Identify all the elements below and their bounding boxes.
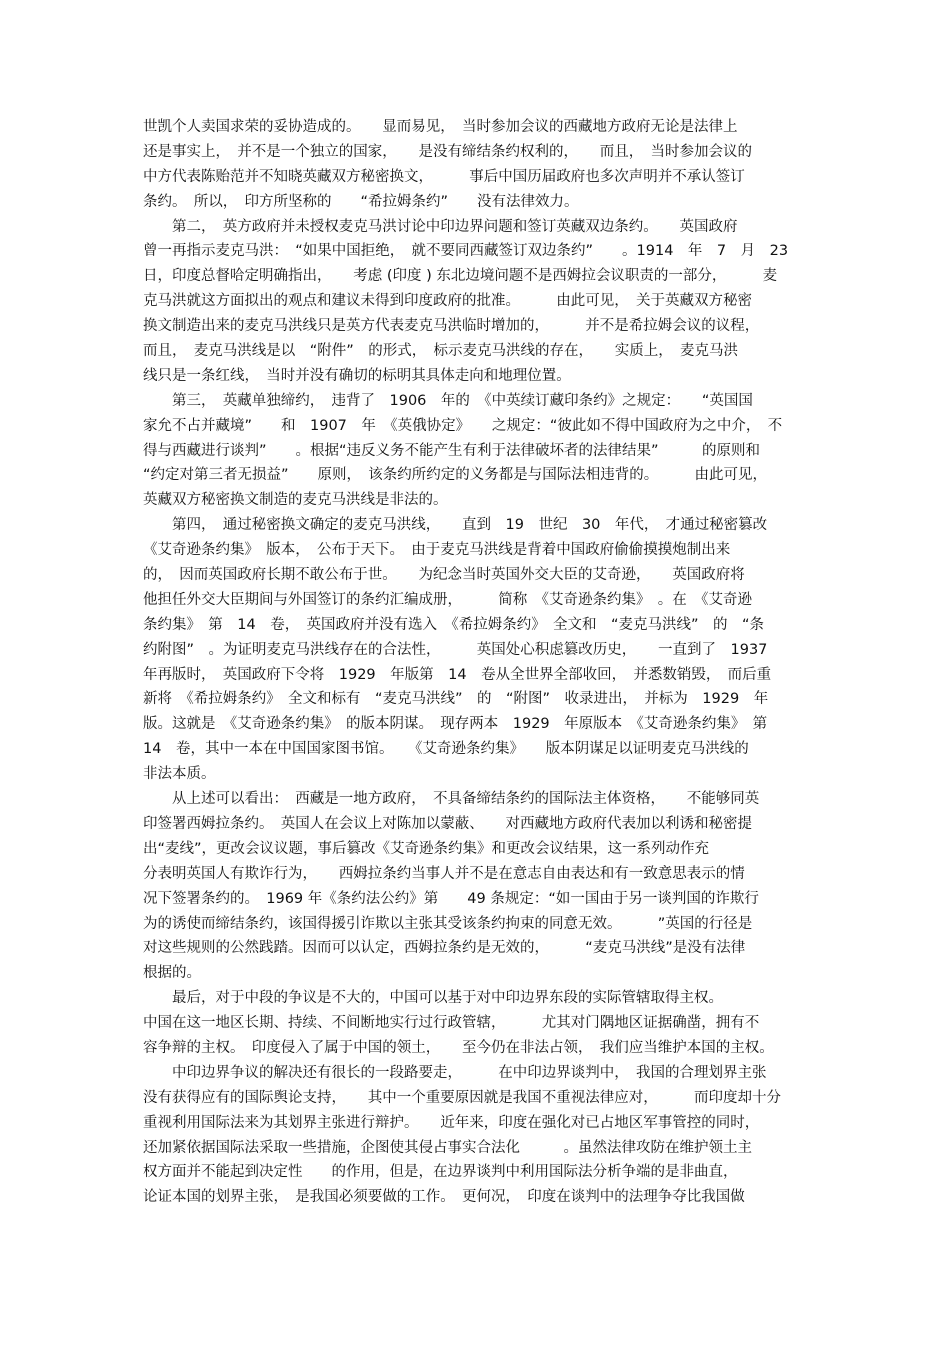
text-line: 世凯个人卖国求荣的妥协造成的。 显而易见， 当时参加会议的西藏地方政府无论是法律上 <box>143 119 738 135</box>
text-line: 的， 因而英国政府长期不敢公布于世。 为纪念当时英国外交大臣的艾奇逊， 英国政府将 <box>143 567 745 584</box>
text-line: 他担任外交大臣期间与外国签订的条约汇编成册， 简称 《艾奇逊条约集》 。在 《艾奇逊 <box>143 591 752 608</box>
text-line: 出“麦线”，更改会议议题，事后篡改《艾奇逊条约集》和更改会议结果，这一系列动作充 <box>143 840 710 857</box>
text-line: 条约集》 第 14 卷， 英国政府并没有选入 《希拉姆条约》 全文和 “麦克马洪线” 的 “条 <box>143 616 764 633</box>
text-line: 线只是一条红线， 当时并没有确切的标明其具体走向和地理位置。 <box>143 367 571 384</box>
text-line: 为的诱使而缔结条约，该国得援引诈欺以主张其受该条约拘束的同意无效。 ”英国的行径是 <box>143 915 753 932</box>
text-line: 还加紧依据国际法采取一些措施，企图使其侵占事实合法化 。虽然法律攻防在维护领土主 <box>143 1139 752 1156</box>
text-line: 而且， 麦克马洪线是以 “附件” 的形式， 标示麦克马洪线的存在， 实质上， 麦克马洪 <box>143 343 739 360</box>
text-line: “约定对第三者无损益” 原则， 该条约所约定的义务都是与国际法相违背的。 由此可见， <box>143 467 768 484</box>
text-line: 印签署西姆拉条约。 英国人在会议上对陈加以蒙蔽、 对西藏地方政府代表加以利诱和秘密提 <box>143 815 752 832</box>
text-line: 14 卷，其中一本在中国国家图书馆。 《艾奇逊条约集》 版本阴谋足以证明麦克马洪线的 <box>143 741 749 758</box>
text-line: 约附图” 。为证明麦克马洪线存在的合法性， 英国处心积虑篡改历史， 一直到了 1937 <box>143 641 768 658</box>
text-line: 权方面并不能起到决定性 的作用，但是，在边界谈判中利用国际法分析争端的是非曲直， <box>143 1164 738 1181</box>
text-line: 第四， 通过秘密换文确定的麦克马洪线， 直到 19 世纪 30 年代， 才通过秘密篡改 <box>143 517 768 534</box>
text-line: 曾一再指示麦克马洪： “如果中国拒绝， 就不要同西藏签订双边条约” 。1914 年 7 月 23 <box>143 243 789 260</box>
text-line: 根据的。 <box>143 965 201 982</box>
text-line: 得与西藏进行谈判” 。根据“违反义务不能产生有利于法律破坏者的法律结果” 的原则和 <box>143 442 761 459</box>
text-line: 第二， 英方政府并未授权麦克马洪讨论中印边界问题和签订英藏双边条约。 英国政府 <box>143 218 738 235</box>
text-line: 从上述可以看出： 西藏是一地方政府， 不具备缔结条约的国际法主体资格， 不能够同英 <box>143 791 760 808</box>
text-line: 日，印度总督哈定明确指出， 考虑 (印度 ) 东北边境问题不是西姆拉会议职责的一部分， 麦 <box>143 268 778 285</box>
text-line: 还是事实上， 并不是一个独立的国家， 是没有缔结条约权利的， 而且， 当时参加会议的 <box>143 143 752 160</box>
text-line: 最后，对于中段的争议是不大的，中国可以基于对中印边界东段的实际管辖取得主权。 <box>143 990 723 1007</box>
text-line: 中方代表陈贻范并不知晓英藏双方秘密换文， 事后中国历届政府也多次声明并不承认签订 <box>143 168 745 185</box>
text-line: 非法本质。 <box>143 766 216 783</box>
text-line: 《艾奇逊条约集》 版本， 公布于天下。 由于麦克马洪线是背着中国政府偷偷摸摸炮制出来 <box>143 542 731 559</box>
text-line: 对这些规则的公然践踏。因而可以认定，西姆拉条约是无效的， “麦克马洪线”是没有法律 <box>143 940 746 957</box>
text-line: 新将 《希拉姆条约》 全文和标有 “麦克马洪线” 的 “附图” 收录进出， 并标为 1929 年 <box>143 691 769 708</box>
text-line: 中国在这一地区长期、持续、不间断地实行过行政管辖， 尤其对门隅地区证据确凿，拥有不 <box>143 1015 760 1032</box>
text-line: 英藏双方秘密换文制造的麦克马洪线是非法的。 <box>143 492 448 509</box>
text-line: 论证本国的划界主张， 是我国必须要做的工作。 更何况， 印度在谈判中的法理争夺比我国做 <box>143 1189 745 1206</box>
text-line: 换文制造出来的麦克马洪线只是英方代表麦克马洪临时增加的， 并不是希拉姆会议的议程， <box>143 318 760 335</box>
text-line: 第三， 英藏单独缔约， 违背了 1906 年的 《中英续订藏印条约》之规定： “英国国 <box>143 392 753 409</box>
text-line: 中印边界争议的解决还有很长的一段路要走， 在中印边界谈判中， 我国的合理划界主张 <box>143 1064 767 1081</box>
text-line: 条约。 所以， 印方所坚称的 “希拉姆条约” 没有法律效力。 <box>143 193 579 210</box>
text-line: 重视利用国际法来为其划界主张进行辩护。 近年来，印度在强化对已占地区军事管控的同时， <box>143 1114 760 1131</box>
text-line: 版。这就是 《艾奇逊条约集》 的版本阴谋。 现存两本 1929 年原版本 《艾奇逊条约集》 第 <box>143 716 768 733</box>
text-line: 克马洪就这方面拟出的观点和建议未得到印度政府的批准。 由此可见， 关于英藏双方秘密 <box>143 293 752 310</box>
body-text <box>143 115 808 1210</box>
text-line: 况下签署条约的。 1969 年《条约法公约》第 49 条规定：“如一国由于另一谈判国的诈欺行 <box>143 890 759 907</box>
text-line: 容争辩的主权。 印度侵入了属于中国的领土， 至今仍在非法占领， 我们应当维护本国的主权。 <box>143 1039 774 1056</box>
text-line: 分表明英国人有欺诈行为， 西姆拉条约当事人并不是在意志自由表达和有一致意思表示的情 <box>143 865 745 882</box>
text-line: 年再版时， 英国政府下令将 1929 年版第 14 卷从全世界全部收回， 并悉数销毁， 而后重 <box>143 666 772 683</box>
text-line: 没有获得应有的国际舆论支持， 其中一个重要原因就是我国不重视法律应对， 而印度却十分 <box>143 1089 781 1106</box>
text-line: 家允不占并藏境” 和 1907 年 《英俄协定》 之规定：“彼此如不得中国政府为之中介， 不 <box>143 417 783 434</box>
